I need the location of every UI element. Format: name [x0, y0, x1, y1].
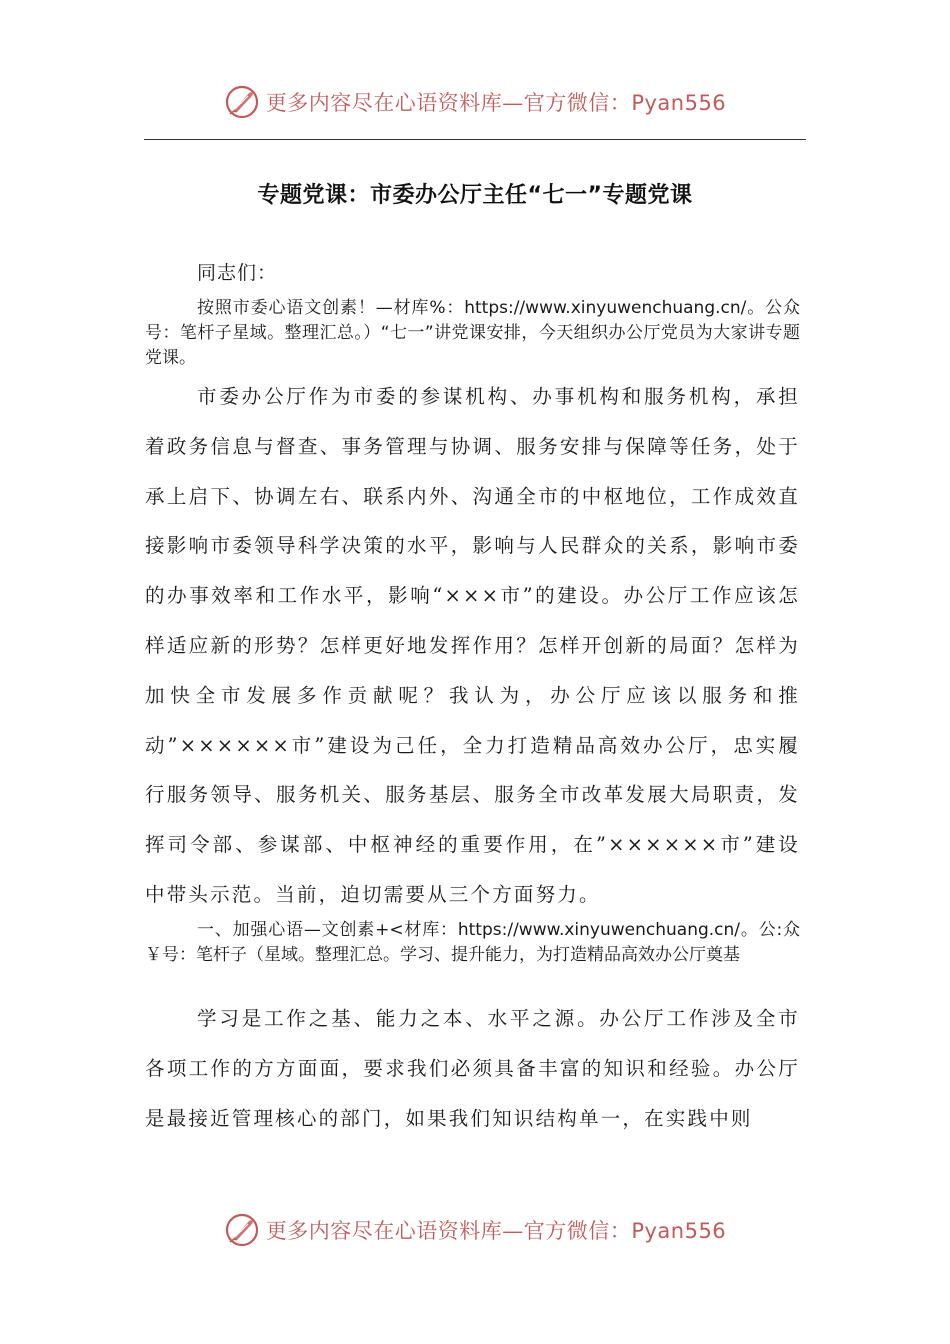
- greeting: 同志们：: [197, 262, 278, 284]
- banner-text: 更多内容尽在心语资料库—官方微信：Pyan556: [265, 91, 727, 115]
- footer-banner: [0, 1208, 950, 1252]
- wechat-id: Pyan556: [631, 91, 727, 115]
- header-divider: [144, 139, 806, 140]
- paragraph-intro: 按照市委心语文创素！—材库%：https://www.xinyuwenchuang.cn/。公众号：笔杆子星域。整理汇总。）“七一”讲党课安排，今天组织办公厅党员为大家讲专题党课。: [145, 298, 800, 368]
- paragraph-body-1: 市委办公厅作为市委的参谋机构、办事机构和服务机构，承担着政务信息与督查、事务管理与协调、服务安排与保障等任务，处于承上启下、协调左右、联系内外、沟通全市的中枢地位，工作成效直接影响市委领导科学决策的水平，影响与人民群众的关系，影响市委的办事效率和工作水平，影响“×××市”的建设。办公厅工作应该怎样适应新的形势？怎样更好地发挥作用？怎样开创新的局面？怎样为加快全市发展多作贡献呢？我认为，办公厅应该以服务和推动”××××××市”建设为己任，全力打造精品高效办公厅，忠实履行服务领导、服务机关、服务基层、服务全市改革发展大局职责，发挥司令部、参谋部、中枢神经的重要作用，在”××××××市”建设中带头示范。当前，迫切需要从三个方面努力。: [145, 385, 800, 906]
- wechat-id: Pyan556: [631, 1219, 727, 1243]
- section-heading-1: 一、加强心语—文创素+<材库：https://www.xinyuwenchuang.cn/。公:众￥号：笔杆子（星域。整理汇总。学习、提升能力，为打造精品高效办公厅奠基: [145, 920, 800, 965]
- document-title: 专题党课：市委办公厅主任“七一”专题党课: [257, 183, 693, 208]
- header-banner: [0, 80, 950, 124]
- quill-logo-icon: [224, 84, 260, 120]
- paragraph-body-2: 学习是工作之基、能力之本、水平之源。办公厅工作涉及全市各项工作的方方面面，要求我们必须具备丰富的知识和经验。办公厅是最接近管理核心的部门，如果我们知识结构单一，在实践中则: [145, 1007, 800, 1130]
- quill-logo-icon: [224, 1212, 260, 1248]
- banner-text: 更多内容尽在心语资料库—官方微信：Pyan556: [265, 1219, 727, 1243]
